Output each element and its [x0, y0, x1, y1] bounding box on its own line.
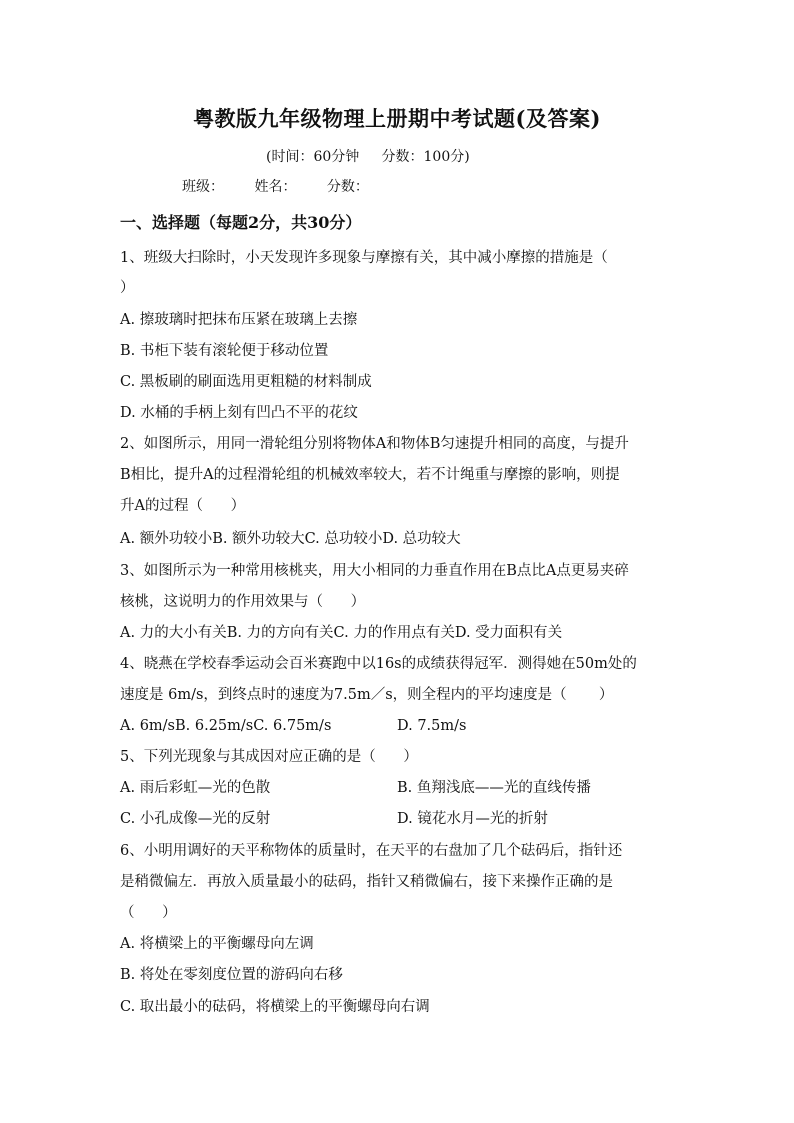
q3-stem-line1: 3、如图所示为一种常用核桃夹，用大小相同的力垂直作用在B点比A点更易夹碎 — [120, 563, 629, 579]
q6-stem-line2: 是稍微偏左．再放入质量最小的砝码，指针又稍微偏右，接下来操作正确的是 — [120, 874, 613, 890]
section-heading: 一、选择题（每题2分，共30分） — [120, 213, 362, 232]
q1-option-c: C. 黑板刷的刷面选用更粗糙的材料制成 — [120, 374, 372, 390]
q5-option-c: C. 小孔成像—光的反射 — [120, 811, 271, 827]
q2-stem-line3: 升A的过程（ ） — [120, 498, 246, 514]
q3-stem-line2: 核桃，这说明力的作用效果与（ ） — [120, 594, 366, 610]
q5-option-b: B. 鱼翔浅底——光的直线传播 — [397, 780, 591, 796]
q1-option-a: A. 擦玻璃时把抹布压紧在玻璃上去擦 — [120, 312, 358, 328]
q6-stem-line1: 6、小明用调好的天平称物体的质量时，在天平的右盘加了几个砝码后，指针还 — [120, 843, 623, 859]
q5-option-d: D. 镜花水月—光的折射 — [397, 811, 548, 827]
class-label: 班级： — [182, 179, 224, 195]
q1-option-d: D. 水桶的手柄上刻有凹凸不平的花纹 — [120, 405, 358, 421]
page-title: 粤教版九年级物理上册期中考试题(及答案) — [193, 106, 601, 131]
q6-option-b: B. 将处在零刻度位置的游码向右移 — [120, 967, 343, 983]
q1-stem-line2: ） — [120, 280, 135, 296]
q4-stem-line1: 4、晓燕在学校春季运动会百米赛跑中以16s的成绩获得冠军．测得她在50m处的 — [120, 656, 637, 672]
q2-options: A. 额外功较小B. 额外功较大C. 总功较小D. 总功较大 — [120, 531, 461, 547]
q1-option-b: B. 书柜下装有滚轮便于移动位置 — [120, 343, 329, 359]
q5-stem-line1: 5、下列光现象与其成因对应正确的是（ ） — [120, 749, 418, 765]
q4-options-abc: A. 6m/sB. 6.25m/sC. 6.75m/s — [120, 718, 332, 734]
q6-stem-line3: （ ） — [120, 905, 177, 921]
q6-option-c: C. 取出最小的砝码，将横梁上的平衡螺母向右调 — [120, 999, 430, 1015]
q3-options: A. 力的大小有关B. 力的方向有关C. 力的作用点有关D. 受力面积有关 — [120, 625, 563, 641]
q1-stem-line1: 1、班级大扫除时，小天发现许多现象与摩擦有关，其中减小摩擦的措施是（ — [120, 250, 608, 266]
q4-option-d: D. 7.5m/s — [397, 718, 467, 734]
exam-time-score: (时间：60分钟 分数：100分) — [266, 149, 470, 165]
q6-option-a: A. 将横梁上的平衡螺母向左调 — [120, 936, 314, 952]
score-label: 分数： — [326, 179, 369, 195]
q2-stem-line1: 2、如图所示，用同一滑轮组分别将物体A和物体B匀速提升相同的高度，与提升 — [120, 436, 629, 452]
q4-stem-line2: 速度是 6m/s，到终点时的速度为7.5m／s，则全程内的平均速度是（ ） — [120, 687, 614, 703]
q5-option-a: A. 雨后彩虹—光的色散 — [120, 780, 271, 796]
name-label: 姓名： — [254, 179, 297, 195]
q2-stem-line2: B相比，提升A的过程滑轮组的机械效率较大，若不计绳重与摩擦的影响，则提 — [120, 467, 620, 483]
student-info — [182, 176, 369, 196]
